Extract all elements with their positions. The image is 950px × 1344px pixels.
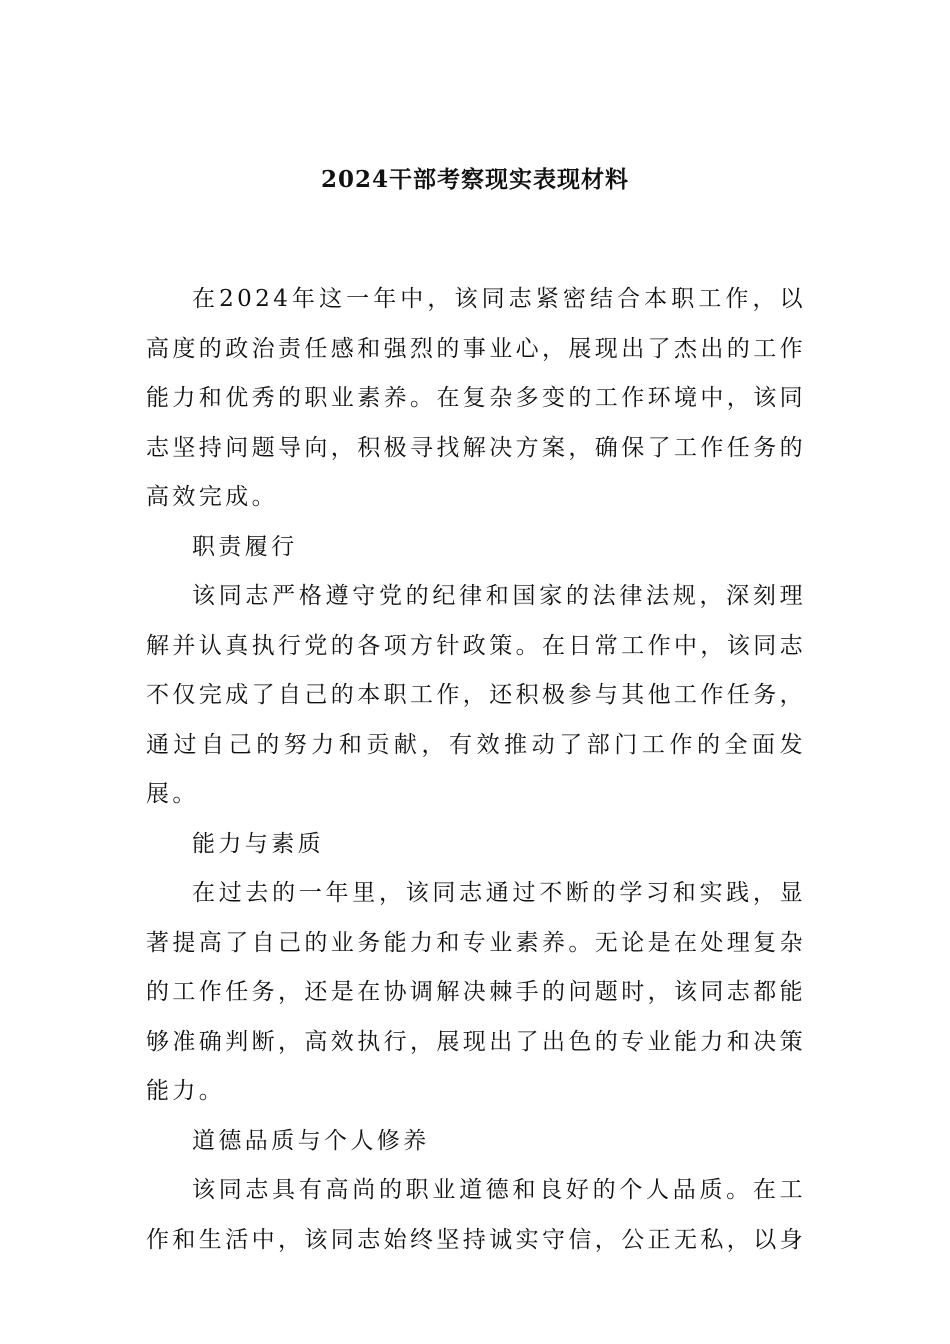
section-heading-ability: 能力与素质 <box>192 830 324 857</box>
intro-paragraph: 在2024年这一年中，该同志紧密结合本职工作，以高度的政治责任感和强烈的事业心，展现出了杰出的工作能力和优秀的职业素养。在复杂多变的工作环境中，该同志坚持问题导向，积极寻找解决方案，确保了工作任务的高效完成。 <box>146 286 806 510</box>
section-paragraph-duty: 该同志严格遵守党的纪律和国家的法律法规，深刻理解并认真执行党的各项方针政策。在日常工作中，该同志不仅完成了自己的本职工作，还积极参与其他工作任务，通过自己的努力和贡献，有效推动了部门工作的全面发展。 <box>146 583 806 807</box>
document-title: 2024干部考察现实表现材料 <box>320 166 629 193</box>
section-heading-morality: 道德品质与个人修养 <box>192 1127 430 1154</box>
document-body <box>146 275 806 1265</box>
section-paragraph-morality: 该同志具有高尚的职业道德和良好的个人品质。在工作和生活中，该同志始终坚持诚实守信，公正无私，以身 <box>146 1177 806 1253</box>
section-heading-duty: 职责履行 <box>192 533 298 560</box>
section-paragraph-ability: 在过去的一年里，该同志通过不断的学习和实践，显著提高了自己的业务能力和专业素养。无论是在处理复杂的工作任务，还是在协调解决棘手的问题时，该同志都能够准确判断，高效执行，展现出了出色的专业能力和决策能力。 <box>146 880 806 1104</box>
